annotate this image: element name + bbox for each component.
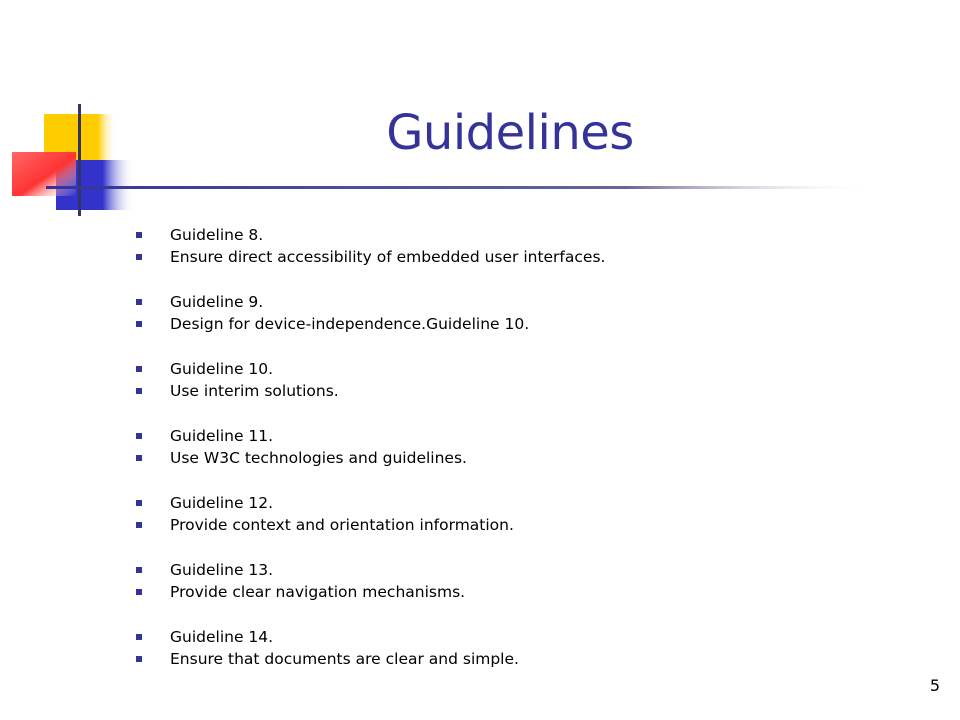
bullet-text: Use interim solutions.	[170, 382, 339, 400]
bullet-square-icon	[136, 254, 142, 260]
slide-title: Guidelines	[386, 105, 634, 161]
deco-red-square	[12, 152, 76, 196]
guideline-13-group	[136, 559, 605, 603]
list-item	[136, 425, 605, 447]
deco-vertical-line	[78, 104, 81, 216]
bullet-square-icon	[136, 388, 142, 394]
bullet-square-icon	[136, 589, 142, 595]
list-item	[136, 358, 605, 380]
list-item	[136, 626, 605, 648]
bullet-text: Guideline 14.	[170, 628, 274, 646]
bullet-square-icon	[136, 522, 142, 528]
bullet-square-icon	[136, 567, 142, 573]
guideline-10-group	[136, 358, 605, 402]
bullet-square-icon	[136, 455, 142, 461]
list-item	[136, 492, 605, 514]
bullet-text: Guideline 13.	[170, 561, 274, 579]
list-item	[136, 291, 605, 313]
bullet-text: Ensure direct accessibility of embedded user interfaces.	[170, 248, 606, 266]
bullet-square-icon	[136, 232, 142, 238]
bullet-text: Guideline 10.	[170, 360, 274, 378]
guideline-11-group	[136, 425, 605, 469]
bullet-text: Provide context and orientation information.	[170, 516, 514, 534]
bullet-square-icon	[136, 366, 142, 372]
bullet-text: Provide clear navigation mechanisms.	[170, 583, 466, 601]
list-item	[136, 581, 605, 603]
bullet-square-icon	[136, 433, 142, 439]
bullet-square-icon	[136, 656, 142, 662]
bullet-square-icon	[136, 500, 142, 506]
list-item	[136, 514, 605, 536]
list-item	[136, 447, 605, 469]
bullet-text: Guideline 12.	[170, 494, 274, 512]
guideline-8-group	[136, 224, 605, 268]
bullet-square-icon	[136, 634, 142, 640]
list-item	[136, 559, 605, 581]
title-underline	[46, 186, 876, 189]
guideline-14-group	[136, 626, 605, 670]
list-item	[136, 246, 605, 268]
bullet-text: Use W3C technologies and guidelines.	[170, 449, 467, 467]
bullet-text: Ensure that documents are clear and simple.	[170, 650, 519, 668]
guideline-12-group	[136, 492, 605, 536]
page-number: 5	[929, 676, 940, 695]
list-item	[136, 648, 605, 670]
list-item	[136, 313, 605, 335]
bullet-text: Guideline 9.	[170, 293, 264, 311]
list-item	[136, 224, 605, 246]
bullet-text: Guideline 8.	[170, 226, 264, 244]
bullet-text: Guideline 11.	[170, 427, 274, 445]
bullet-text: Design for device-independence.Guideline 10.	[170, 315, 530, 333]
bullet-list	[136, 224, 605, 693]
bullet-square-icon	[136, 299, 142, 305]
list-item	[136, 380, 605, 402]
bullet-square-icon	[136, 321, 142, 327]
guideline-9-group	[136, 291, 605, 335]
